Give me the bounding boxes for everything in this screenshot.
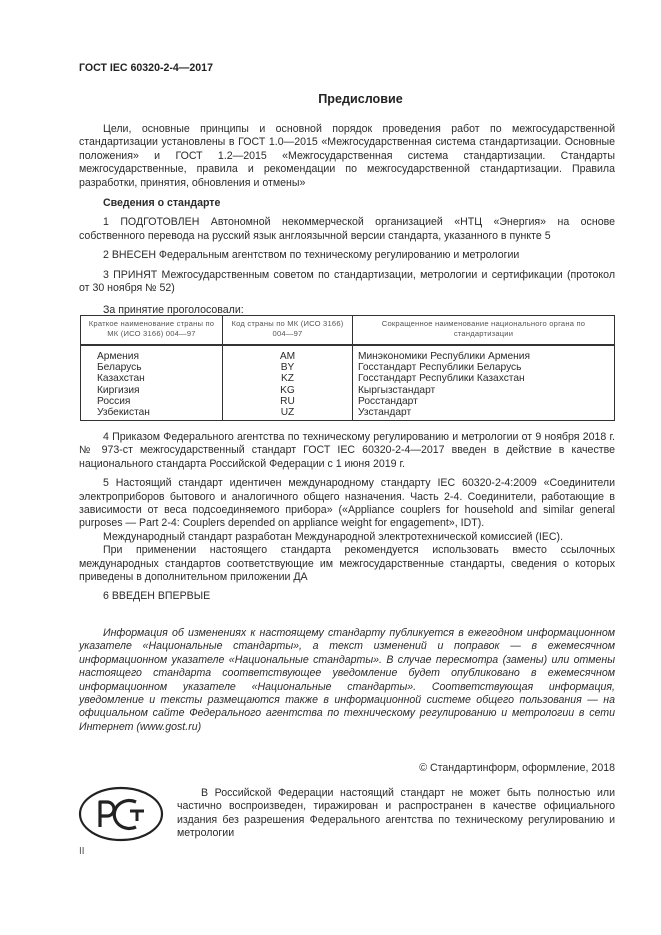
page-title: Предисловие bbox=[318, 92, 403, 106]
copyright: © Стандартинформ, оформление, 2018 bbox=[419, 762, 615, 774]
table-row bbox=[81, 385, 615, 396]
cell-code: UZ bbox=[223, 407, 353, 421]
table-row bbox=[81, 362, 615, 373]
cell-code: RU bbox=[223, 396, 353, 407]
cell-body: Минэкономики Республики Армения bbox=[353, 345, 615, 362]
table-row bbox=[81, 373, 615, 384]
standard-info-heading: Сведения о стандарте bbox=[103, 197, 221, 209]
table-row bbox=[81, 407, 615, 421]
voted-label: За принятие проголосовали: bbox=[103, 304, 244, 317]
cell-body: Госстандарт Республики Беларусь bbox=[353, 362, 615, 373]
cell-body: Росстандарт bbox=[353, 396, 615, 407]
item-6-first-introduced: 6 ВВЕДЕН ВПЕРВЫЕ bbox=[103, 590, 211, 603]
amendments-notice: Информация об изменениях к настоящему стандарту публикуется в ежегодном информационном указателе «Национальные стандарты», а текст изменений и поправок — в ежемесячном информационном указателе «Национальные стандарты». В случае пересмотра (замены) или отмены настоящего стандарта соответствующее уведомление будет опубликовано в ежемесячном информационном указателе «Национальные стандарты». Соответствующая информация, уведомление и тексты размещаются также в информационной системе общего пользования — на официальном сайте Федерального агентства по техническому регулированию и метрологии в сети Интернет (www.gost.ru) bbox=[79, 627, 615, 733]
votes-table-header-row bbox=[81, 316, 615, 346]
column-header-body: Сокращенное наименование национального органа по стандартизации bbox=[353, 316, 615, 346]
cell-country: Узбекистан bbox=[81, 407, 223, 421]
standard-info-section bbox=[79, 197, 615, 318]
post-table-section bbox=[79, 431, 615, 604]
cell-body: Узстандарт bbox=[353, 407, 615, 421]
table-row bbox=[81, 396, 615, 407]
cell-body: Госстандарт Республики Казахстан bbox=[353, 373, 615, 384]
preface-intro: Цели, основные принципы и основной порядок проведения работ по межгосударственной стандартизации установлены в ГОСТ 1.0—2015 «Межгосударственная система стандартизации. Основные положения» и ГОСТ 1.2—2015 «Межгосударственная система стандартизации. Стандарты межгосударственные, правила и рекомендации по межгосударственной стандартизации. Правила разработки, принятия, обновления и отмены» bbox=[79, 123, 615, 189]
votes-table-wrapper bbox=[80, 315, 615, 421]
cell-code: AM bbox=[223, 345, 353, 362]
column-header-country: Краткое наименование страны по МК (ИСО 3166) 004—97 bbox=[81, 316, 223, 346]
page-number: II bbox=[79, 846, 85, 857]
cell-country: Беларусь bbox=[81, 362, 223, 373]
standard-info-item-2: 2 ВНЕСЕН Федеральным агентством по техническому регулированию и метрологии bbox=[103, 249, 520, 262]
cell-country: Киргизия bbox=[81, 385, 223, 396]
rst-certification-logo-icon bbox=[78, 785, 164, 843]
table-row bbox=[81, 345, 615, 362]
cell-code: BY bbox=[223, 362, 353, 373]
item-5-usage-note: При применении настоящего стандарта рекомендуется использовать вместо ссылочных международных стандартов соответствующие им межгосударственные стандарты, сведения о которых приведены в дополнительном приложении ДА bbox=[79, 544, 615, 584]
cell-country: Армения bbox=[81, 345, 223, 362]
item-4-enactment: 4 Приказом Федерального агентства по техническому регулированию и метрологии от 9 ноября 2018 г. № 973-ст межгосударственный стандарт ГОСТ IEC 60320-2-4—2017 введен в действие в качестве национального стандарта Российской Федерации с 1 июня 2019 г. bbox=[79, 431, 615, 470]
standard-info-item-1: 1 ПОДГОТОВЛЕН Автономной некоммерческой организацией «НТЦ «Энергия» на основе собственного перевода на русский язык англоязычной версии стандарта, указанного в пункте 5 bbox=[79, 216, 615, 242]
item-5-identity: 5 Настоящий стандарт идентичен международному стандарту IEC 60320-2-4:2009 «Соединители электроприборов бытового и аналогичного общего назначения. Часть 2-4. Соединители, работающие в зависимости от веса подсоединяемого прибора» («Appliance couplers for household and similar general purposes — Part 2-4: Couplers depended on appliance weight for engagement», IDT). bbox=[79, 477, 615, 530]
item-5-iec-note: Международный стандарт разработан Международной электротехнической комиссией (IEC). bbox=[103, 530, 564, 543]
running-head: ГОСТ IEC 60320-2-4—2017 bbox=[79, 62, 213, 74]
cell-country: Казахстан bbox=[81, 373, 223, 384]
preface-intro-block bbox=[79, 123, 615, 190]
reproduction-restriction: В Российской Федерации настоящий стандарт не может быть полностью или частично воспроизведен, тиражирован и распространен в качестве официального издания без разрешения Федерального агентства по техническому регулированию и метрологии bbox=[177, 787, 615, 840]
column-header-code: Код страны по МК (ИСО 3166) 004—97 bbox=[223, 316, 353, 346]
votes-table bbox=[80, 315, 615, 421]
cell-code: KG bbox=[223, 385, 353, 396]
standard-info-item-3: 3 ПРИНЯТ Межгосударственным советом по стандартизации, метрологии и сертификации (протокол от 30 ноября № 52) bbox=[79, 268, 615, 295]
cell-code: KZ bbox=[223, 373, 353, 384]
cell-body: Кыргызстандарт bbox=[353, 385, 615, 396]
cell-country: Россия bbox=[81, 396, 223, 407]
